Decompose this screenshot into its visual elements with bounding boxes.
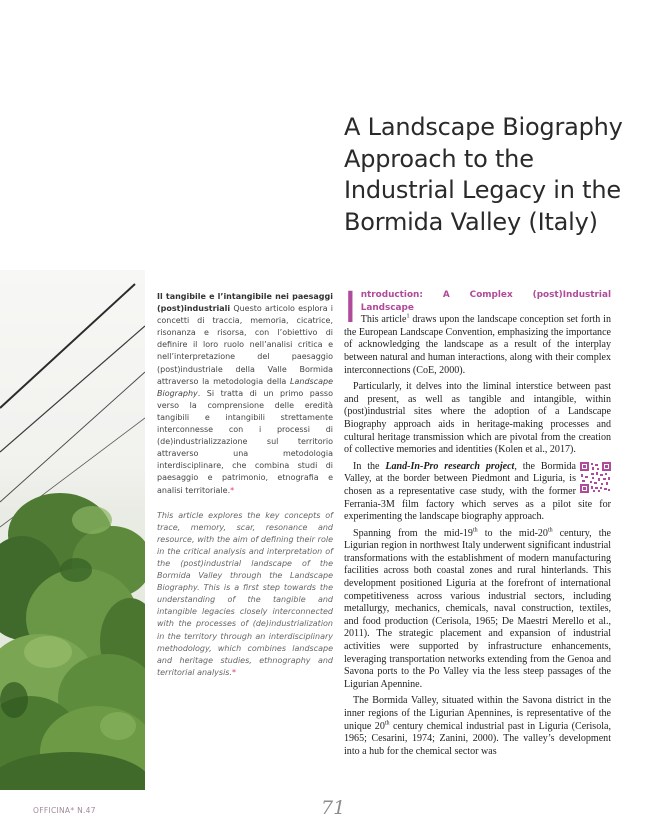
abstract-italian: Il tangibile e l’intangibile nei paesaggi (post)industriali Questo articolo esplora i concetti di traccia, memoria, cicatrice, risonanza e risorsa, con l’obiettivo di definire il loro ruolo nell’analisi critica e nell’interpretazione del paesaggio (post)industriale della Valle Bormida attraverso la metodologia della Landscape Biography. Si tratta di un primo passo verso la comprensione delle eredità tangibili e intangibili strettamente interconnesse con i processi di (de)industrializzazione sul territorio attraverso una metodologia interdisciplinare, che combina studi di paesaggio e patrimonio, etnografia e analisi territoriale.*: [157, 292, 333, 495]
journal-name: OFFICINA* N.47: [33, 806, 96, 815]
body-paragraph: The Bormida Valley, situated within the Savona district in the inner regions of the Ligurian Apennines, is representative of the unique 20th century chemical industrial past in Liguria (Cerisola, 1965; Cesarini, 1974; Zanini, 2000). The valley’s development into a hub for the chemical sector was: [344, 695, 612, 757]
drop-cap: I: [344, 283, 357, 333]
abstract-english: This article explores the key concepts of trace, memory, scar, resonance and resource, with the aim of defining their role in the critical analysis and interpretation of the (post)industrial landscape of the Bormida Valley through the Landscape Biography. This is a first step towards the understanding of the tangible and intangible legacies closely interconnected with the processes of (de)industrialization in the territory through an interdisciplinary methodology, which combines landscape and heritage studies, ethnography and territorial analysis.*: [157, 510, 333, 677]
qr-code-icon[interactable]: [580, 462, 611, 493]
body-paragraph: Spanning from the mid-19th to the mid-20th century, the Ligurian region in northwest Italy underwent significant industrial transformations with the establishment of modern manufacturing facilities across both coastal zones and rural hinterlands. This development positioned Liguria at the forefront of international competitiveness across various industrial sectors, including metallurgy, mechanics, chemicals, naval construction, textiles, and food production (Cerisola, 1965; De Maestri Merello et al., 2011). The strategic placement and expansion of industrial activities were supported by infrastructure enhancements, leveraging transportation networks extending from the Genoa and Savona ports to the Po Valley via the less steep passages of the Ligurian Apennine.: [344, 527, 611, 690]
article-title: A Landscape Biography Approach to the Industrial Legacy in the Bormida Valley (Italy): [344, 113, 623, 236]
landscape-photo: [0, 270, 145, 790]
intro-paragraph: Introduction: A Complex (post)Industrial Landscape This article$^1$ draws upon the landscape conception set forth in the European Landscape Convention, emphasizing the importance of acknowledging the landscape as a result of the interplay between natural and human interactions, along with their complex interconnections (CoE, 2000).: [344, 283, 611, 376]
section-heading: ntroduction: A Complex (post)Industrial Landscape: [360, 290, 611, 313]
footnote-ref: 1: [406, 313, 410, 320]
end-mark: *: [230, 485, 235, 495]
abstract-italian-heading: Il tangibile e l’intangibile nei paesaggi (post)industriali: [157, 292, 333, 314]
article-body: [344, 283, 612, 762]
page-number: 71: [321, 797, 346, 819]
end-mark: *: [232, 667, 237, 677]
body-paragraph: Particularly, it delves into the liminal interstice between past and present, as well as tangible and intangible, within (post)industrial sites where the adoption of a Landscape Biography approach aids in heritage-making processes and cultural heritage transmission which are pivotal from the creation of collective memories and identities (Kolen et al., 2017).: [344, 381, 611, 456]
abstract-column: [157, 291, 333, 679]
body-paragraph: In the Land-In-Pro research project, the Bormida Valley, at the border between Piedmont and Liguria, is chosen as a representative case study, with the former Ferrania-3M film factory which serves as a pilot site for experimenting the landscape biography approach.: [344, 460, 611, 523]
project-name: Land-In-Pro research project: [385, 460, 515, 472]
